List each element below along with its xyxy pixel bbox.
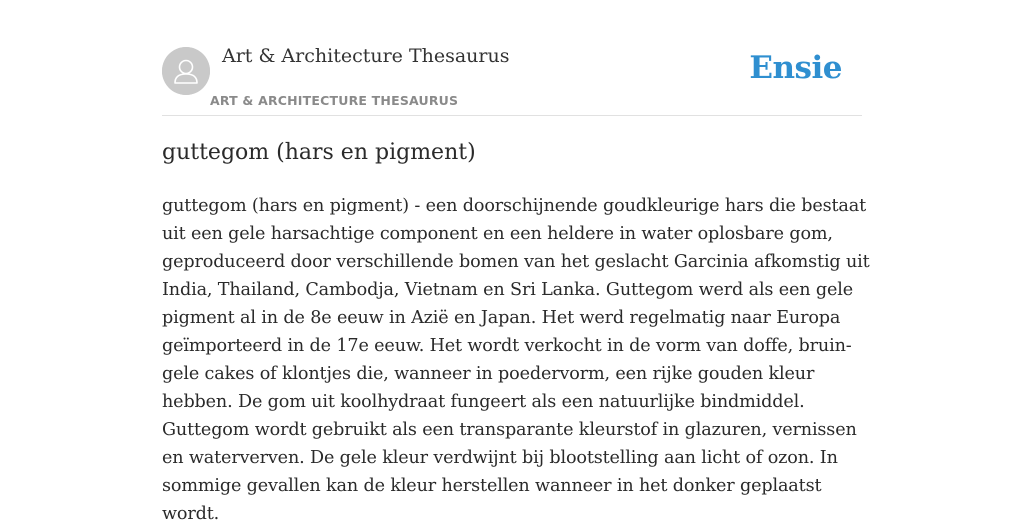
article-body: guttegom (hars en pigment) - een doorschijnende goudkleurige hars die bestaat uit een gele harsachtige component en een heldere in water oplosbare gom, geproduceerd door verschillende bomen van het geslacht Garcinia afkomstig uit India, Thailand, Cambodja, Vietnam en Sri Lanka. Guttegom werd als een gele pigment al in de 8e eeuw in Azië en Japan. Het werd regelmatig naar Europa geïmporteerd in de 17e eeuw. Het wordt verkocht in de vorm van doffe, bruin-gele cakes of klontjes die, wanneer in poedervorm, een rijke gouden kleur hebben. De gom uit koolhydraat fungeert als een natuurlijke bindmiddel. Guttegom wordt gebruikt als een transparante kleurstof in glazuren, vernissen en waterverven. De gele kleur verdwijnt bij blootstelling aan licht of ozon. In sommige gevallen kan de kleur herstellen wanneer in het donker geplaatst wordt. <box>162 196 870 524</box>
header <box>162 44 862 116</box>
author-name[interactable]: Art & Architecture Thesaurus <box>222 45 510 67</box>
author-subtitle: ART & ARCHITECTURE THESAURUS <box>210 93 459 108</box>
user-icon <box>162 47 210 95</box>
brand-logo[interactable]: Ensie <box>749 50 842 86</box>
avatar[interactable] <box>162 47 210 95</box>
page-title: guttegom (hars en pigment) <box>162 140 476 165</box>
